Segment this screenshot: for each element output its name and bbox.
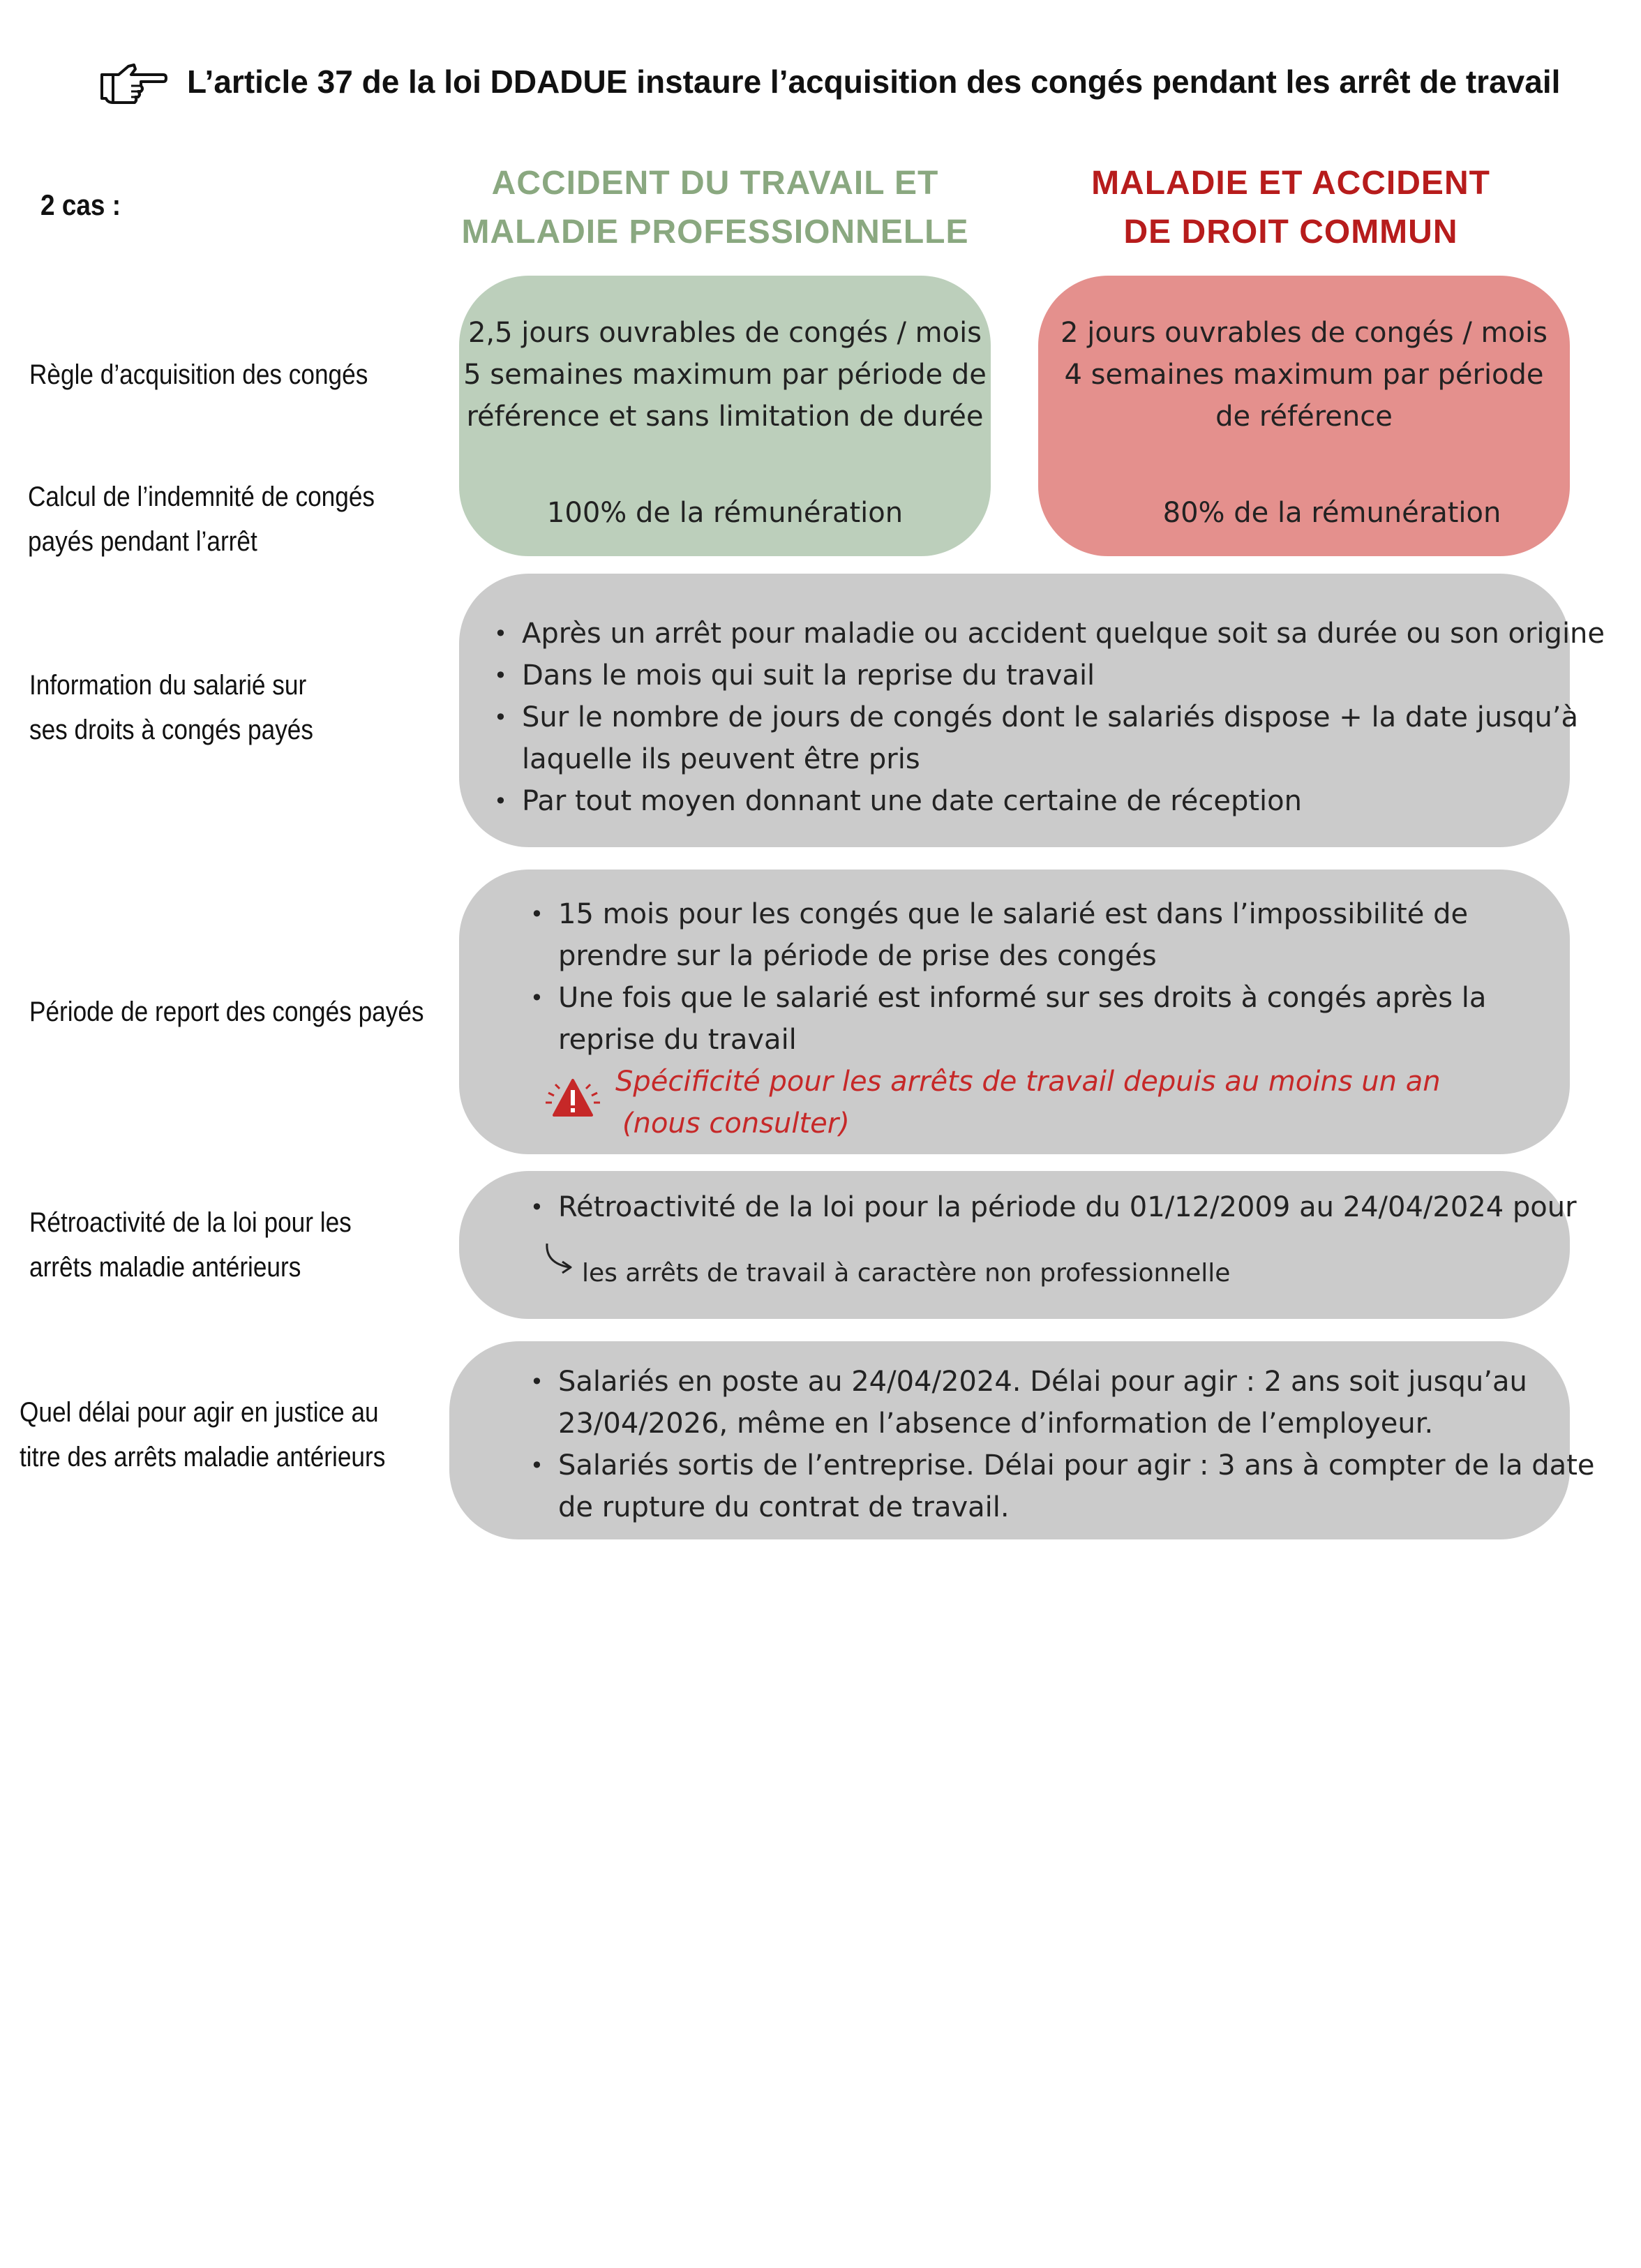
delai-box xyxy=(449,1341,1595,1539)
row-label-line: payés pendant l’arrêt xyxy=(28,526,257,557)
rule-line: 4 semaines maximum par période xyxy=(1064,359,1544,391)
row-label-retro xyxy=(29,1200,352,1290)
list-item-line: • Sur le nombre de jours de congés dont le salariés dispose + la date jusqu’à xyxy=(522,701,1579,733)
row-label-line: Rétroactivité de la loi pour les xyxy=(29,1207,352,1238)
common-box xyxy=(1038,276,1570,556)
list-item xyxy=(473,696,1605,780)
list-item-line: de rupture du contrat de travail. xyxy=(558,1491,1010,1523)
row-label-information xyxy=(29,663,313,752)
list-item-line: • Salariés en poste au 24/04/2024. Délai pour agir : 2 ans soit jusqu’au xyxy=(558,1366,1527,1398)
rule-line: référence et sans limitation de durée xyxy=(466,401,984,433)
list-item-line: 23/04/2026, même en l’absence d’information de l’employeur. xyxy=(558,1408,1434,1440)
remuneration-common: 80% de la rémunération xyxy=(1162,497,1501,529)
row-label-line: titre des arrêts maladie antérieurs xyxy=(20,1442,386,1472)
column-header-line: DE DROIT COMMUN xyxy=(1123,214,1458,251)
curved-arrow-icon xyxy=(541,1241,580,1276)
professional-box xyxy=(459,276,991,556)
retro-box xyxy=(459,1171,1577,1319)
row-label-indemnite xyxy=(28,475,375,564)
retro-list xyxy=(509,1186,1577,1228)
row-label-line: Calcul de l’indemnité de congés xyxy=(28,482,375,512)
list-item-line: laquelle ils peuvent être pris xyxy=(522,743,920,775)
list-item-line: prendre sur la période de prise des congés xyxy=(558,940,1157,972)
row-label-line: Quel délai pour agir en justice au xyxy=(20,1397,379,1428)
page-title: L’article 37 de la loi DDADUE instaure l’acquisition des congés pendant les arrêt de travail xyxy=(187,64,1561,100)
remuneration-professional: 100% de la rémunération xyxy=(546,497,904,529)
warning-text xyxy=(615,1061,1441,1144)
list-item: • Par tout moyen donnant une date certaine de réception xyxy=(473,780,1605,822)
column-header-common xyxy=(1026,159,1556,257)
retro-note: les arrêts de travail à caractère non professionnelle xyxy=(582,1259,1231,1288)
information-box xyxy=(459,574,1605,847)
row-label-line: ses droits à congés payés xyxy=(29,715,313,745)
cases-label: 2 cas : xyxy=(40,188,121,221)
list-item xyxy=(509,1361,1595,1445)
list-item: • Rétroactivité de la loi pour la période du 01/12/2009 au 24/04/2024 pour xyxy=(509,1186,1577,1228)
acquisition-rule-common xyxy=(1038,312,1570,438)
list-item: • Après un arrêt pour maladie ou accident quelque soit sa durée ou son origine xyxy=(473,613,1605,655)
list-item xyxy=(509,893,1486,977)
report-box xyxy=(459,870,1570,1154)
warning-line: Spécificité pour les arrêts de travail depuis au moins un an xyxy=(615,1066,1441,1098)
row-label-delai xyxy=(20,1390,385,1479)
row-label-report: Période de report des congés payés xyxy=(29,997,424,1027)
information-list xyxy=(473,613,1605,822)
row-label-line: Information du salarié sur xyxy=(29,670,307,701)
list-item xyxy=(509,977,1486,1061)
list-item xyxy=(509,1445,1595,1528)
delai-list xyxy=(509,1361,1595,1528)
rule-line: de référence xyxy=(1215,401,1393,433)
rule-line: 2 jours ouvrables de congés / mois xyxy=(1061,317,1548,349)
report-list xyxy=(509,893,1486,1061)
column-header-line: ACCIDENT DU TRAVAIL ET xyxy=(491,165,939,202)
list-item: • Dans le mois qui suit la reprise du travail xyxy=(473,655,1605,696)
column-header-professional xyxy=(447,159,984,257)
list-item-line: • Une fois que le salarié est informé sur ses droits à congés après la xyxy=(558,982,1487,1014)
acquisition-rule-professional xyxy=(459,312,991,438)
list-item-line: • Salariés sortis de l’entreprise. Délai pour agir : 3 ans à compter de la date xyxy=(558,1449,1595,1482)
rule-line: 2,5 jours ouvrables de congés / mois xyxy=(467,317,982,349)
warning-line: (nous consulter) xyxy=(622,1107,850,1140)
list-item-line: • 15 mois pour les congés que le salarié est dans l’impossibilité de xyxy=(558,898,1469,930)
row-label-line: arrêts maladie antérieurs xyxy=(29,1252,301,1283)
list-item-line: reprise du travail xyxy=(558,1024,797,1056)
page-header xyxy=(98,50,1560,113)
warning-icon xyxy=(543,1072,603,1125)
column-header-line: MALADIE PROFESSIONNELLE xyxy=(461,214,969,251)
column-header-line: MALADIE ET ACCIDENT xyxy=(1091,165,1490,202)
row-label-acquisition: Règle d’acquisition des congés xyxy=(29,359,368,390)
rule-line: 5 semaines maximum par période de xyxy=(463,359,987,391)
pointing-hand-icon xyxy=(98,54,167,110)
